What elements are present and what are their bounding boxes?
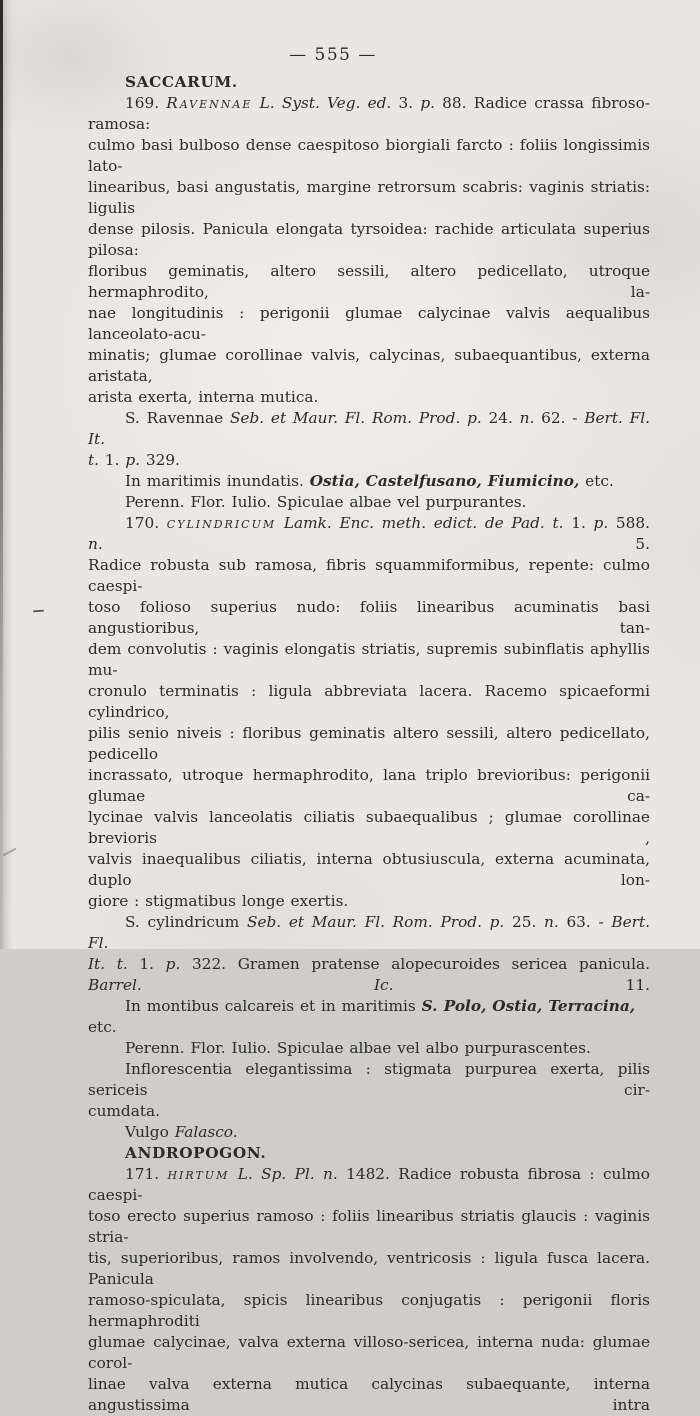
text-segment: 24. (481, 409, 520, 427)
text-segment: Perenn. Flor. Iulio. Spiculae albae vel purpurantes. (125, 493, 527, 511)
text-line (88, 303, 650, 345)
text-segment: Castelfusano, (365, 472, 482, 490)
text-line (88, 681, 650, 723)
text-segment: 1. (99, 451, 126, 469)
text-line (88, 996, 650, 1038)
text-segment: SACCARUM. (125, 73, 238, 91)
text-line (88, 891, 650, 912)
text-segment: Perenn. Flor. Iulio. Spiculae albae vel albo purpurascentes. (125, 1039, 591, 1057)
section-heading (88, 1143, 650, 1164)
text-segment: Ostia, (492, 997, 543, 1015)
text-segment: t. (88, 451, 100, 469)
text-line (88, 387, 650, 408)
text-segment: toso erecto superius ramoso : foliis linearibus striatis glaucis : vaginis stria- (88, 1207, 650, 1246)
page-body (88, 72, 650, 1416)
text-line (88, 1332, 650, 1374)
text-segment: Seb. et Maur. Fl. Rom. Prod. p. (229, 409, 482, 427)
text-line (88, 555, 650, 597)
text-line (88, 408, 650, 450)
text-segment: ramoso-spiculata, spicis linearibus conjugatis : perigonii floris hermaphroditi (88, 1291, 650, 1330)
text-segment (252, 94, 259, 112)
text-segment: giore : stigmatibus longe exertis. (88, 892, 349, 910)
text-line (88, 345, 650, 387)
text-segment: In maritimis inundatis. (125, 472, 310, 490)
text-line (88, 912, 650, 954)
text-segment: etc. (88, 1018, 117, 1036)
text-line (88, 1038, 650, 1059)
text-segment: S. cylindricum (125, 913, 247, 931)
text-segment (276, 514, 284, 532)
text-line (88, 93, 650, 135)
text-segment: Fiumicino, (487, 472, 580, 490)
scan-edge-line (0, 0, 3, 949)
text-line (88, 135, 650, 177)
text-segment: cronulo terminatis : ligula abbreviata lacera. Racemo spicaeformi cylindrico, (88, 682, 650, 721)
text-line (88, 492, 650, 513)
text-segment: incrassato, utroque hermaphrodito, lana triplo brevioribus: perigonii glumae ca- (88, 766, 650, 805)
text-line (88, 1059, 650, 1101)
text-segment (229, 1165, 237, 1183)
text-segment: valvis inaequalibus ciliatis, interna obtusiuscula, externa acuminata, duplo lon- (88, 850, 650, 889)
text-segment: ANDROPOGON. (125, 1144, 267, 1162)
text-line (88, 807, 650, 849)
text-segment: 322. (180, 955, 238, 973)
text-segment: cylindricum (166, 514, 277, 532)
text-segment: 1482. (337, 1165, 399, 1183)
text-line (88, 639, 650, 681)
text-segment: 62. - (534, 409, 585, 427)
scan-edge-shadow (0, 0, 14, 949)
text-segment: S. Polo, (421, 997, 487, 1015)
text-segment: Inflorescentia elegantissima : stigmata purpurea exerta, pilis sericeis cir- (88, 1060, 650, 1099)
text-line (88, 261, 650, 303)
text-segment: lycinae valvis lanceolatis ciliatis subaequalibus ; glumae corollinae brevioris , (88, 808, 650, 847)
text-segment: L. Syst. Veg. ed. (259, 94, 392, 112)
text-segment: L. Sp. Pl. n. (237, 1165, 338, 1183)
text-segment: Ravennae (166, 94, 253, 112)
text-segment: linearibus, basi angustatis, margine retrorsum scabris: vaginis striatis: ligulis (88, 178, 650, 217)
text-segment: Vulgo (125, 1123, 175, 1141)
text-segment: tis, superioribus, ramos involvendo, ventricosis : ligula fusca lacera. Panicula (88, 1249, 650, 1288)
text-segment: Ostia, (309, 472, 360, 490)
text-segment: Falasco. (174, 1123, 238, 1141)
text-line (88, 1101, 650, 1122)
scan-artifact-scratch (2, 848, 16, 857)
text-segment: nae longitudinis : perigonii glumae calycinae valvis aequalibus lanceolato-acu- (88, 304, 650, 343)
text-line (88, 954, 650, 996)
text-segment: arista exerta, interna mutica. (88, 388, 319, 406)
text-segment: glumae calycinae, valva externa villoso-sericea, interna nuda: glumae corol- (88, 1333, 650, 1372)
page-number: — 555 — (289, 45, 377, 65)
text-segment: Barrel. Ic. (88, 976, 394, 994)
text-segment: n. (544, 913, 559, 931)
text-segment: Terracina, (548, 997, 636, 1015)
text-segment: Radice robusta sub ramosa, fibris squammiformibus, repente: culmo caespi- (88, 556, 650, 595)
text-segment: n. (88, 535, 103, 553)
text-segment: dem convolutis : vaginis elongatis striatis, supremis subinflatis aphyllis mu- (88, 640, 650, 679)
text-segment: p. (125, 451, 140, 469)
text-segment: S. Ravennae (125, 409, 230, 427)
text-segment: toso folioso superius nudo: foliis linearibus acuminatis basi angustioribus, tan- (88, 598, 650, 637)
text-segment: 170. (125, 514, 167, 532)
text-segment: linae valva externa mutica calycinas subaequante, interna angustissima intra (88, 1375, 650, 1414)
text-segment: pilis senio niveis : floribus geminatis altero sessili, altero pedicellato, pedicello (88, 724, 650, 763)
text-line (88, 1374, 650, 1416)
text-segment: dense pilosis. Panicula elongata tyrsoidea: rachide articulata superius pilosa: (88, 220, 650, 259)
text-line (88, 513, 650, 555)
text-line (88, 1206, 650, 1248)
text-segment: cumdata. (88, 1102, 160, 1120)
text-line (88, 1164, 650, 1206)
text-segment: 1. (563, 514, 594, 532)
text-segment: 588. (608, 514, 650, 532)
text-line (88, 597, 650, 639)
text-segment: Gramen pratense alopecuroides sericea panicula. (237, 955, 650, 973)
scan-artifact-dash (33, 610, 44, 613)
text-segment: p. (165, 955, 181, 973)
text-line (88, 723, 650, 765)
section-heading (88, 72, 650, 93)
text-segment: 329. (140, 451, 180, 469)
text-segment: 171. (125, 1165, 168, 1183)
text-segment: 88. (434, 94, 474, 112)
text-segment: 63. - (558, 913, 612, 931)
text-segment: 25. (504, 913, 545, 931)
text-segment: p. (420, 94, 435, 112)
text-segment: 1. (127, 955, 166, 973)
text-line (88, 219, 650, 261)
text-line (88, 765, 650, 807)
text-segment: 5. (102, 535, 650, 553)
text-segment: Radice crassa fibroso-ramosa: (88, 94, 650, 133)
text-segment: floribus geminatis, altero sessili, altero pedicellato, utroque hermaphrodito, la- (88, 262, 650, 301)
text-segment: Radice robusta fibrosa : culmo caespi- (88, 1165, 650, 1204)
text-line (88, 471, 650, 492)
text-segment: hirtum (167, 1165, 230, 1183)
text-segment: Bert. Fl. (88, 913, 650, 952)
text-line (88, 1248, 650, 1290)
text-segment: It. t. (88, 955, 128, 973)
text-segment: minatis; glumae corollinae valvis, calycinas, subaequantibus, externa aristata, (88, 346, 650, 385)
text-segment: 11. (393, 976, 650, 994)
text-segment: Bert. Fl. It. (88, 409, 651, 448)
text-line (88, 849, 650, 891)
text-line (88, 450, 650, 471)
text-segment: 3. (391, 94, 421, 112)
text-line (88, 177, 650, 219)
text-segment: p. (593, 514, 609, 532)
text-line (88, 1122, 650, 1143)
text-line (88, 1290, 650, 1332)
text-segment: Lamk. Enc. meth. edict. de Pad. t. (283, 514, 564, 532)
text-segment: etc. (579, 472, 614, 490)
text-segment: Seb. et Maur. Fl. Rom. Prod. p. (246, 913, 505, 931)
text-segment: In montibus calcareis et in maritimis (125, 997, 422, 1015)
text-segment: n. (519, 409, 535, 427)
text-segment: culmo basi bulboso dense caespitoso biorgiali farcto : foliis longissimis lato- (88, 136, 650, 175)
text-segment: 169. (125, 94, 167, 112)
